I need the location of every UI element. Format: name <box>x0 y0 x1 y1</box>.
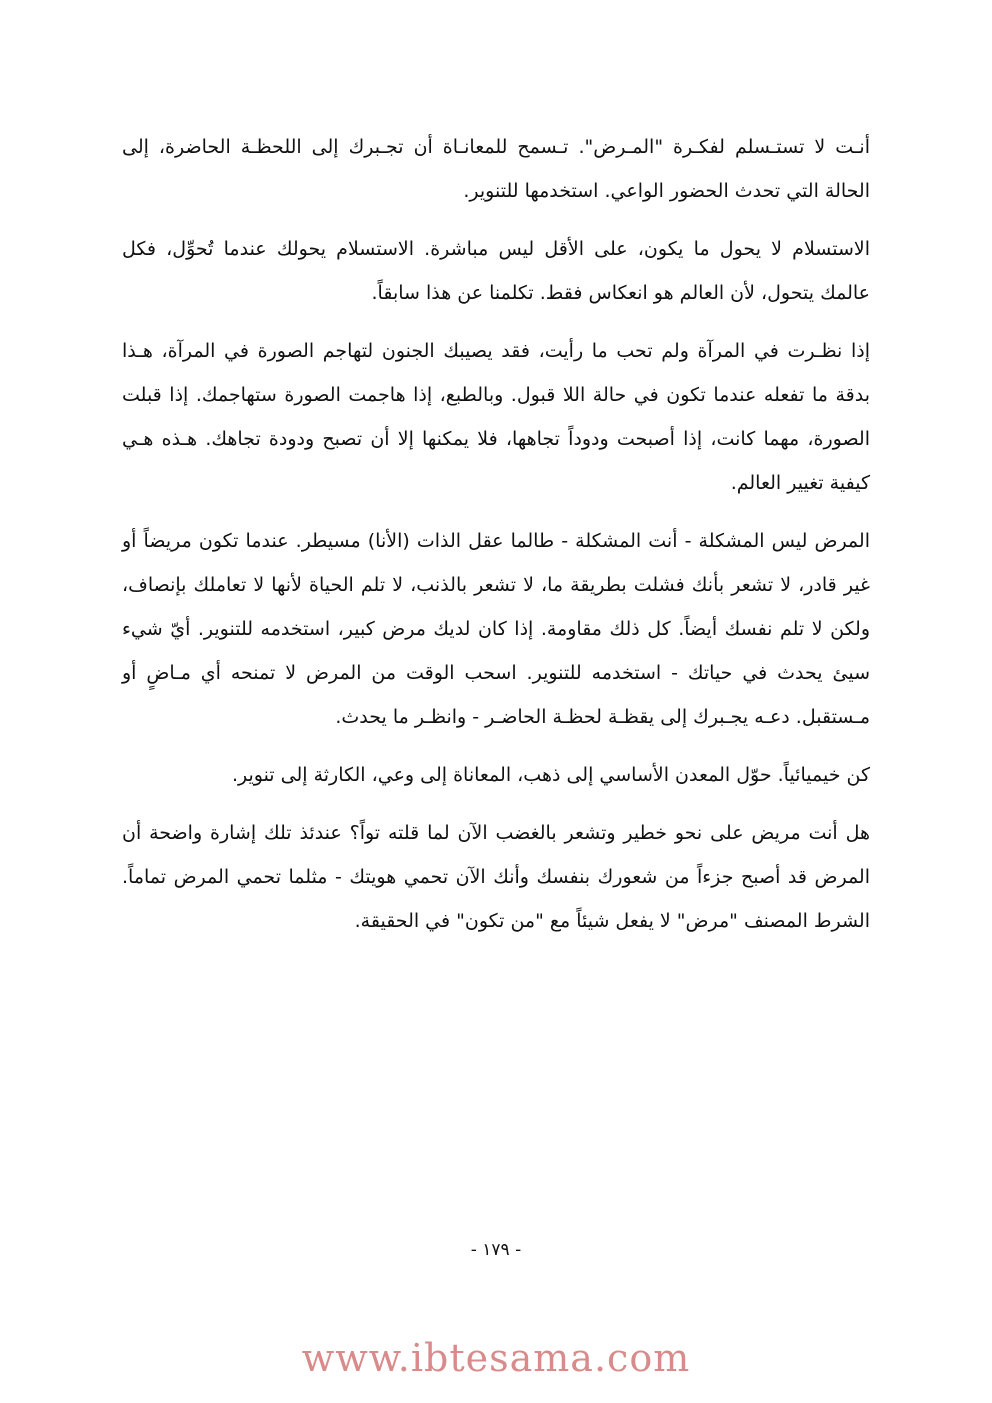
page-number: - ١٧٩ - <box>470 1240 522 1260</box>
paragraph-5: كن خيميائياً. حوّل المعدن الأساسي إلى ذهب، المعاناة إلى وعي، الكارثة إلى تنوير. <box>231 764 870 786</box>
watermark: www.ibtesama.com <box>301 1336 691 1380</box>
paragraph-4: المرض ليس المشكلة - أنت المشكلة - طالما عقل الذات (الأنا) مسيطر. عندما تكون مريضاً أو غير قادر، لا تشعر بأنك فشلت بطريقة ما، لا تشعر بالذنب، لا تلم الحياة لأنها لا تعاملك بإنصاف، ولكن لا تلم نفسك أيضاً. كل ذلك مقاومة. إذا كان لديك مرض كبير، استخدمه للتنوير. أيّ شيء سيئ يحدث في حياتك - استخدمه للتنوير. اسحب الوقت من المرض لا تمنحه أي مـاضٍ أو مـستقبل. دعـه يجـبرك إلى يقظـة لحظـة الحاضـر - وانظـر ما يحدث. <box>122 530 870 728</box>
paragraph-2: الاستسلام لا يحول ما يكون، على الأقل ليس مباشرة. الاستسلام يحولك عندما تُحوِّل، فكل عالمك يتحول، لأن العالم هو انعكاس فقط. تكلمنا عن هذا سابقاً. <box>122 238 870 304</box>
paragraph-1: أنـت لا تستـسلم لفكـرة "المـرض". تـسمح للمعانـاة أن تجـبرك إلى اللحظـة الحاضرة، إلى الحالة التي تحدث الحضور الواعي. استخدمها للتنوير. <box>122 136 870 202</box>
paragraph-3: إذا نظـرت في المرآة ولم تحب ما رأيت، فقد يصيبك الجنون لتهاجم الصورة في المرآة، هـذا بدقة ما تفعله عندما تكون في حالة اللا قبول. وبالطبع، إذا هاجمت الصورة ستهاجمك. إذا قبلت الصورة، مهما كانت، إذا أصبحت ودوداً تجاهها، فلا يمكنها إلا أن تصبح ودودة تجاهك. هـذه هـي كيفية تغيير العالم. <box>122 340 870 494</box>
page-body <box>122 125 870 957</box>
paragraph-6: هل أنت مريض على نحو خطير وتشعر بالغضب الآن لما قلته تواً؟ عندئذ تلك إشارة واضحة أن المرض قد أصبح جزءاً من شعورك بنفسك وأنك الآن تحمي هويتك - مثلما تحمي المرض تماماً. الشرط المصنف "مرض" لا يفعل شيئاً مع "من تكون" في الحقيقة. <box>122 822 870 932</box>
